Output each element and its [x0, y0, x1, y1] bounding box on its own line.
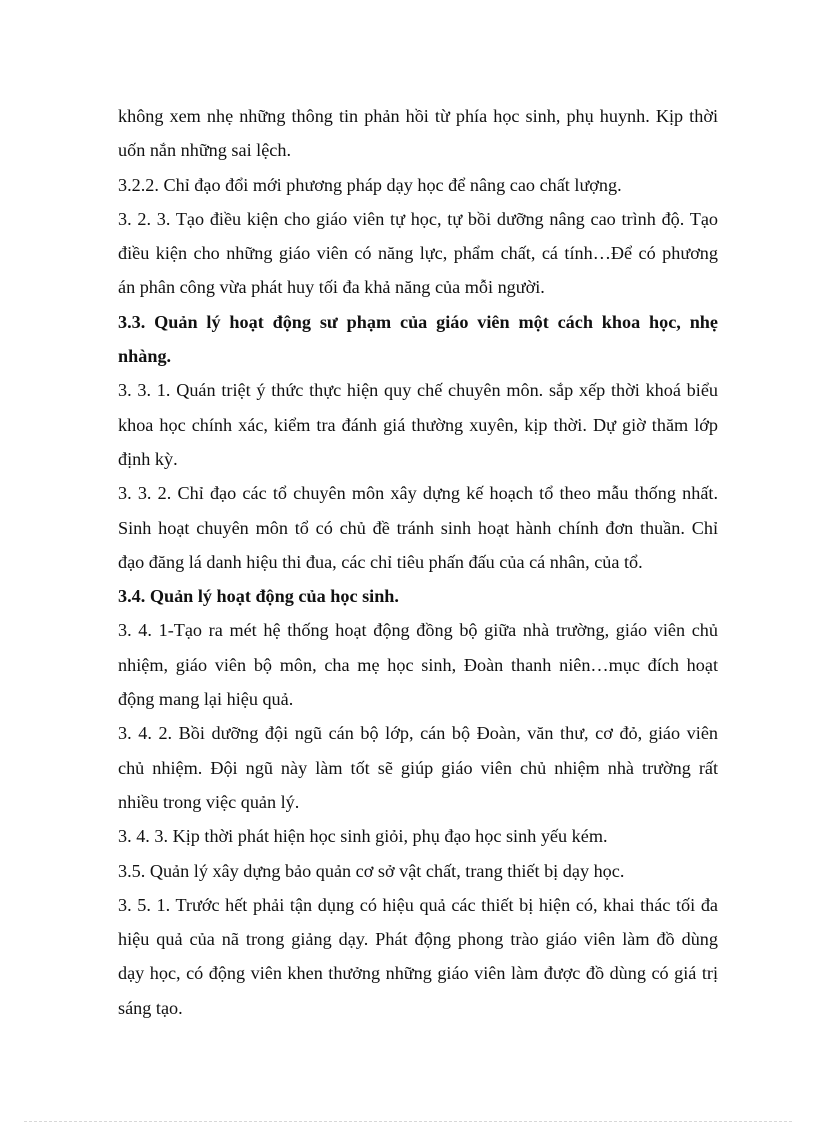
page-bottom-divider: [24, 1121, 792, 1122]
document-body: [118, 99, 718, 1025]
text-line: 3. 5. 1. Trước hết phải tận dụng có hiệu quả các thiết bị hiện có, khai thác tối đa: [118, 894, 718, 915]
text-line: dạy học, có động viên khen thưởng những giáo viên làm được đồ dùng có giá trị: [118, 963, 718, 984]
text-line: đạo đăng lá danh hiệu thi đua, các chỉ tiêu phấn đấu của cá nhân, của tổ.: [118, 551, 643, 572]
text-line: 3. 4. 1-Tạo ra mét hệ thống hoạt động đồng bộ giữa nhà trường, giáo viên chủ: [118, 620, 718, 641]
text-line: 3. 4. 3. Kịp thời phát hiện học sinh giỏi, phụ đạo học sinh yếu kém.: [118, 826, 608, 847]
text-line: khoa học chính xác, kiểm tra đánh giá thường xuyên, kịp thời. Dự giờ thăm lớp: [118, 414, 718, 435]
text-line: nhiều trong việc quản lý.: [118, 791, 300, 812]
text-line: điều kiện cho những giáo viên có năng lực, phẩm chất, cá tính…Để có phương: [118, 243, 718, 264]
text-line: hiệu quả của nã trong giảng dạy. Phát động phong trào giáo viên làm đồ dùng: [118, 929, 718, 950]
section-heading: nhàng.: [118, 346, 172, 367]
text-line: uốn nắn những sai lệch.: [118, 140, 292, 161]
text-line: Sinh hoạt chuyên môn tổ có chủ đề tránh sinh hoạt hành chính đơn thuần. Chỉ: [118, 517, 718, 538]
text-line: nhiệm, giáo viên bộ môn, cha mẹ học sinh, Đoàn thanh niên…mục đích hoạt: [118, 654, 718, 675]
text-line: 3. 2. 3. Tạo điều kiện cho giáo viên tự học, tự bồi dưỡng nâng cao trình độ. Tạo: [118, 208, 718, 229]
text-line: 3. 3. 2. Chỉ đạo các tổ chuyên môn xây dựng kế hoạch tổ theo mẫu thống nhất.: [118, 483, 718, 504]
text-line: chủ nhiệm. Đội ngũ này làm tốt sẽ giúp giáo viên chủ nhiệm nhà trường rất: [118, 757, 718, 778]
section-heading: 3.4. Quản lý hoạt động của học sinh.: [118, 586, 399, 607]
text-line: 3.5. Quản lý xây dựng bảo quản cơ sở vật chất, trang thiết bị dạy học.: [118, 860, 625, 881]
text-line: định kỳ.: [118, 448, 178, 469]
text-line: án phân công vừa phát huy tối đa khả năng của mỗi người.: [118, 277, 545, 298]
text-line: 3.2.2. Chỉ đạo đổi mới phương pháp dạy học để nâng cao chất lượng.: [118, 174, 622, 195]
text-line: 3. 3. 1. Quán triệt ý thức thực hiện quy chế chuyên môn. sắp xếp thời khoá biểu: [118, 380, 718, 401]
text-line: không xem nhẹ những thông tin phản hồi từ phía học sinh, phụ huynh. Kịp thời: [118, 106, 718, 126]
text-line: 3. 4. 2. Bồi dưỡng đội ngũ cán bộ lớp, cán bộ Đoàn, văn thư, cơ đỏ, giáo viên: [118, 723, 718, 744]
text-line: động mang lại hiệu quả.: [118, 689, 294, 710]
section-heading: 3.3. Quản lý hoạt động sư phạm của giáo viên một cách khoa học, nhẹ: [118, 311, 718, 332]
text-line: sáng tạo.: [118, 997, 183, 1018]
